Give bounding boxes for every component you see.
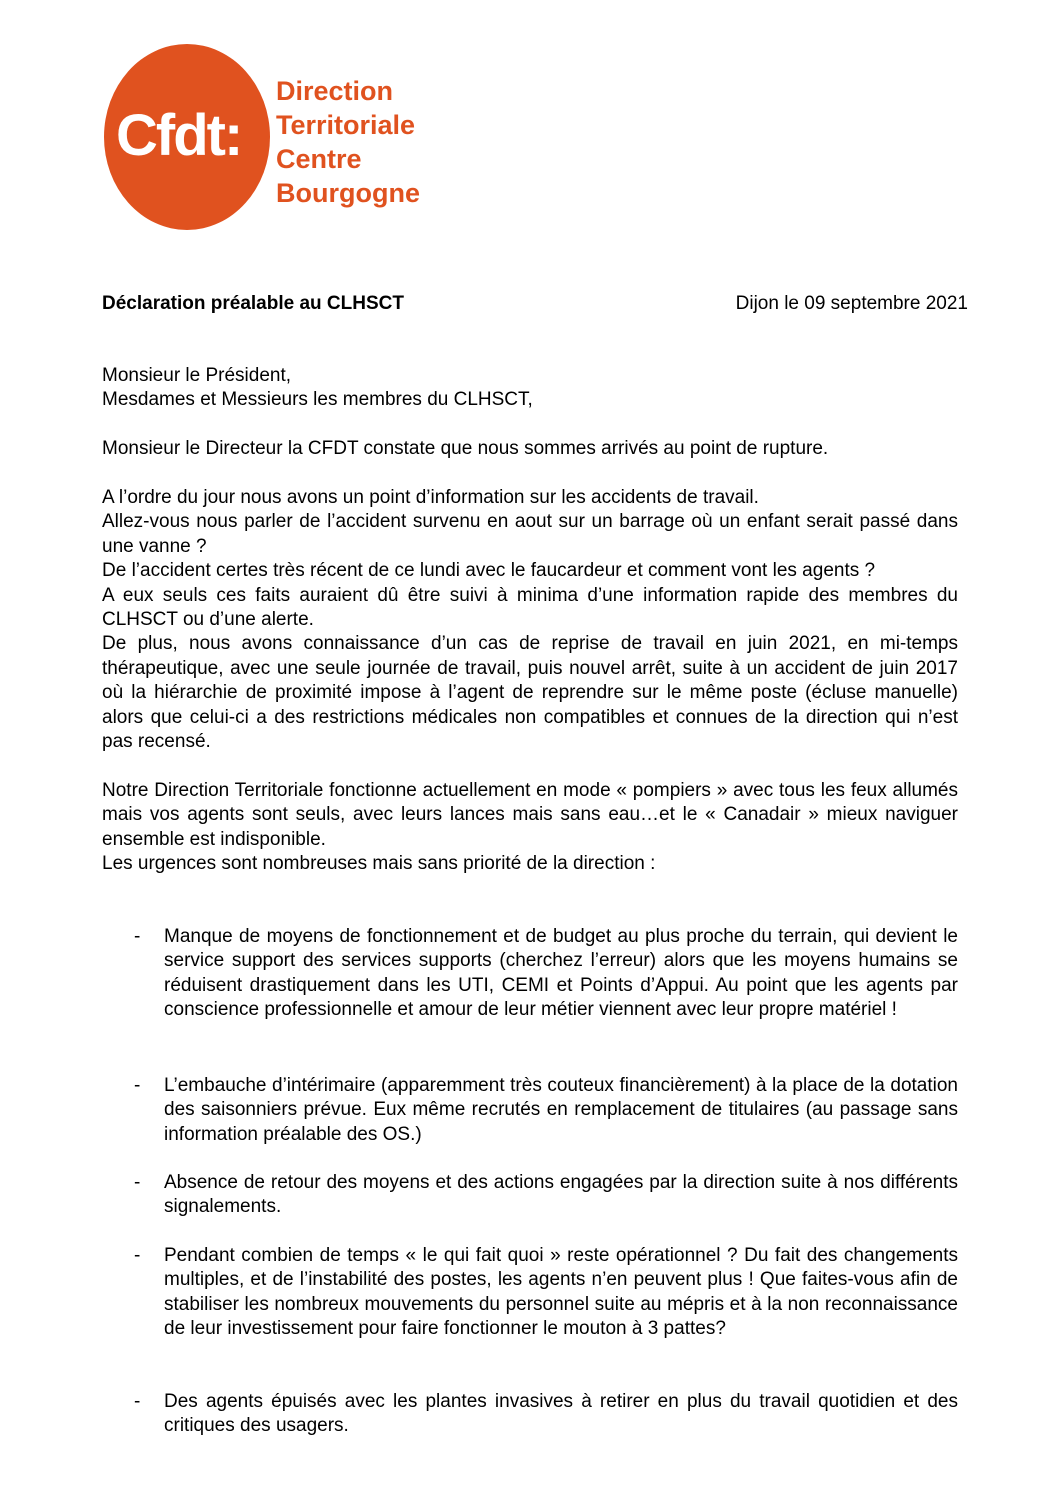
bullet-item [134,1074,958,1147]
document-title: Déclaration préalable au CLHSCT [102,293,404,314]
logo-mark: Cfdt: [116,103,242,168]
salutation [102,364,958,413]
ordre-line: De l’accident certes très récent de ce lundi avec le faucardeur et comment vont les agents ? [102,560,876,582]
bullet-dash: - [134,1245,141,1266]
ordre-line: A l’ordre du jour nous avons un point d’information sur les accidents de travail. [102,487,759,508]
paragraph-pompiers: Notre Direction Territoriale fonctionne actuellement en mode « pompiers » avec tous les feux allumés mais vos agents sont seuls, avec leurs lances mais sans eau…et le « Canadair » mieux naviguer ensemble est indisponible. [102,780,958,850]
bullet-item [134,925,958,1023]
logo-line: Centre [276,144,362,174]
bullet-text: Absence de retour des moyens et des actions engagées par la direction suite à nos différents signalements. [164,1172,958,1218]
bullet-dash: - [134,926,141,947]
bullet-text: Manque de moyens de fonctionnement et de budget au plus proche du terrain, qui devient le service support des services supports (cherchez l’erreur) alors que les moyens humains se réduisent drastiquement dans les UTI, CEMI et Points d’Appui. Au point que les agents par conscience professionnelle et amour de leur métier viennent avec leur propre matériel ! [164,926,958,1021]
bullet-dash: - [134,1075,141,1096]
ordre-line: Allez-vous nous parler de l’accident survenu en aout sur un barrage où un enfant serait passé dans une vanne ? [102,511,958,557]
logo-line: Territoriale [276,110,416,140]
bullet-dash: - [134,1172,141,1193]
logo-line: Direction [276,76,394,106]
salutation-line: Monsieur le Président, [102,365,292,386]
cfdt-logo [104,44,270,230]
bullet-item [134,1171,958,1220]
bullet-item [134,1390,958,1439]
bullet-text: Pendant combien de temps « le qui fait quoi » reste opérationnel ? Du fait des changements multiples, et de l’instabilité des postes, les agents n’en peuvent plus ! Que faites-vous afin de stabiliser les nombreux mouvements du personnel suite au mépris et à la non reconnaissance de leur investissement pour faire fonctionner le mouton à 3 pattes? [164,1245,958,1340]
salutation-line: Mesdames et Messieurs les membres du CLHSCT, [102,389,533,411]
bullet-text: L’embauche d’intérimaire (apparemment très couteux financièrement) à la place de la dotation des saisonniers prévue. Eux même recrutés en remplacement de titulaires (au passage sans information préalable des OS.) [164,1075,958,1145]
logo-line: Bourgogne [276,178,420,208]
paragraph-urgences: Les urgences sont nombreuses mais sans priorité de la direction : [102,853,656,874]
ordre-line: De plus, nous avons connaissance d’un cas de reprise de travail en juin 2021, en mi-temps thérapeutique, avec une seule journée de travail, puis nouvel arrêt, suite à un accident de juin 2017 où la hiérarchie de proximité impose à l’agent de reprendre sur le même poste (écluse manuelle) alors que celui-ci a des restrictions médicales non compatibles et connues de la direction qui n’est pas recensé. [102,633,958,753]
paragraph-intro: Monsieur le Directeur la CFDT constate que nous sommes arrivés au point de rupture. [102,438,829,459]
document-date: Dijon le 09 septembre 2021 [735,293,968,314]
paragraph-ordre-du-jour [102,486,958,754]
logo-org-name [276,74,420,210]
ordre-line: A eux seuls ces faits auraient dû être suivi à minima d’une information rapide des membres du CLHSCT ou d’une alerte. [102,584,958,631]
bullet-text: Des agents épuisés avec les plantes invasives à retirer en plus du travail quotidien et des critiques des usagers. [164,1391,958,1437]
bullet-dash: - [134,1391,141,1412]
bullet-item [134,1244,958,1342]
